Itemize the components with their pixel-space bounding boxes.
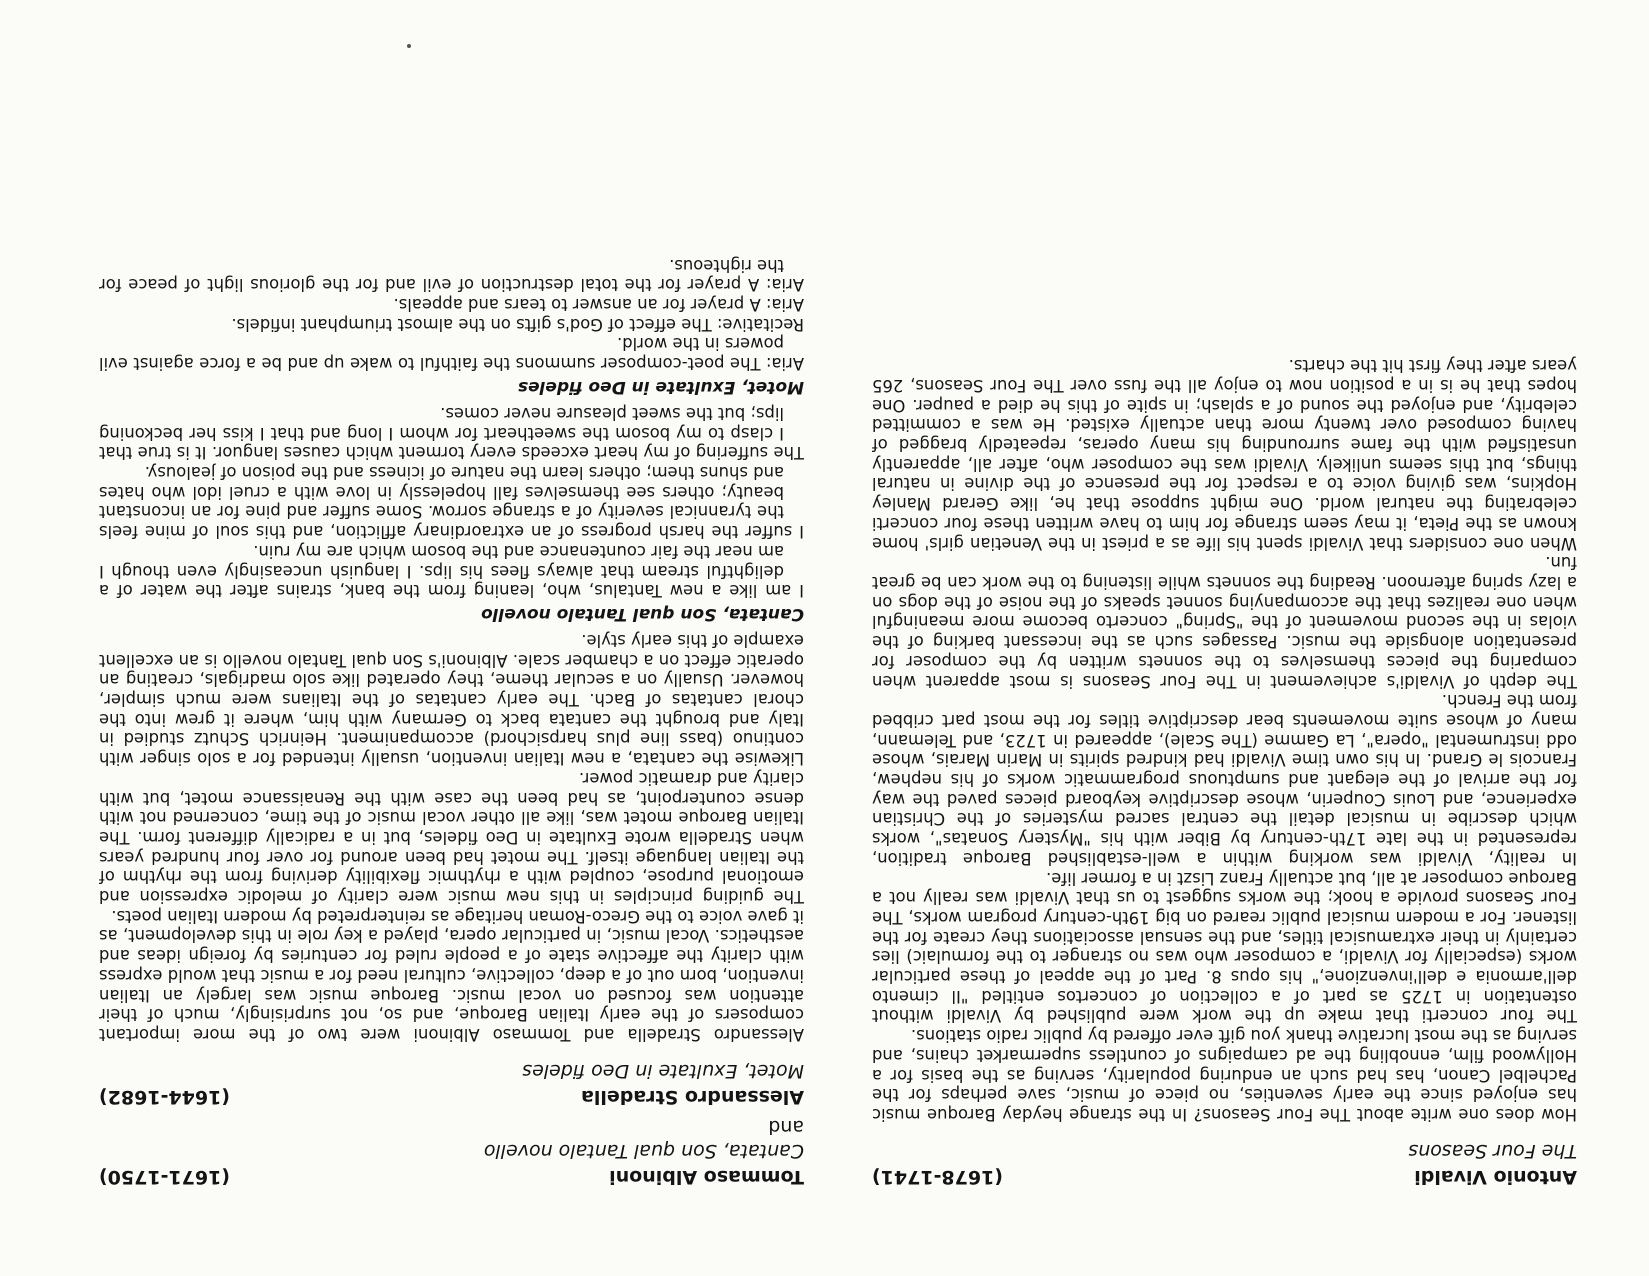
conjunction: and [768, 1116, 804, 1138]
work-title: Cantata, Son qual Tantalo novello [483, 1140, 804, 1162]
body-paragraph: The depth of Vivaldi's achievement in The Four Seasons is most apparent when comparing the pieces themselves to the sonnets written by the composer for presentation alongside the music. Passages such as the incessant barking of the violas in the second movement of the "Spring" concerto become more meaningful when one realizes that the accompanying sonnet speaks of the noise of the dogs on a lazy spring afternoon. Reading the sonnets while listening to the work can be great fun. [872, 553, 1577, 691]
section-heading-cantata: Cantata, Son qual Tantalo novello [481, 604, 804, 625]
body-paragraph: The four concerti that make up the work were published by Vivaldi without ostentation in 1725 as part of a collection of concertos entitled "Il cimento dell'armonia e dell'invenzione," his opus 8. Part of the appeal of these particular works (especially for Vivaldi, a composer who was no stranger to the formulaic) lies certainly in their extramusical titles, and the sensual associations they create for the listener. For a modern musical public reared on big 19th-century program works, The Four Seasons provide a hook; the works suggest to us that Vivaldi was really not a Baroque composer at all, but actually Franz Liszt in a former life. [872, 868, 1577, 1026]
composer-heading-albinoni [99, 1166, 804, 1188]
composer-name: Tommaso Albinoni [609, 1166, 804, 1188]
composer-name: Alessandro Stradella [581, 1086, 804, 1108]
body-paragraph: How does one write about The Four Seasons? In the strange heyday Baroque music has enjoyed since the early seventies, no piece of music, save perhaps for the Pachelbel Canon, has had such an enduring popularity, serving as the basis for a Hollywood film, ennobling the ad campaigns of countless supermarket chains, and serving as the most lucrative thank you gift ever offered by public radio stations. [872, 1026, 1577, 1124]
vivaldi-column [872, 78, 1577, 1188]
section-heading-motet: Motet, Exultate in Deo fideles [517, 377, 804, 398]
motet-movement-line: Aria: The poet-composer summons the faithful to wake up and be a force against evil powers in the world. [99, 334, 804, 374]
motet-movement-line: Aria: A prayer for an answer to tears and appeals. [393, 295, 804, 315]
text-translation-paragraph: I suffer the harsh progress of an extraordinary affliction, and this soul of mine feels the tyrannical severity of a strange sorrow. Some suffer and pine for an inconstant beauty; others see themselves fall hopelessly in love with a cruel idol who hates and shuns them; others learn the nature of iciness and the poison of jealousy. [99, 463, 804, 542]
body-paragraph: In reality, Vivaldi was working within a well-established Baroque tradition, represented in the late 17th-century by Biber with his "Mystery Sonatas", works which describe in musical detail the central sacred mysteries of the Christian experience, and Louis Couperin, whose descriptive keyboard pieces paved the way for the arrival of the elegant and sumptuous programmatic works of his nephew, Francois le Grand. In his own time Vivaldi had kindred spirits in Marin Marais, whose odd instrumental "opera", La Gamme (The Scale), appeared in 1723, and Telemann, many of whose suite movements bear descriptive titles for the most part cribbed from the French. [872, 691, 1577, 868]
composer-heading-vivaldi [872, 1166, 1577, 1188]
motet-movement-line: Recitative: The effect of God's gifts on the almost triumphant infidels. [231, 314, 804, 334]
body-paragraph: Alessandro Stradella and Tommaso Albinoni were two of the more important composers of the early Italian Baroque, and so, not surprisingly, much of their attention was focused on vocal music. Baroque music was largely an Italian invention, born out of a deep, collective, cultural need for a music that would express with clarity the affective state of a people ruled for centuries by foreign ideas and aesthetics. Vocal music, in particular opera, played a key role in this development, as it gave voice to the Greco-Roman heritage as reinterpreted by modern Italian poets. [99, 906, 804, 1044]
work-title: Motet, Exultate in Deo fideles [522, 1060, 804, 1082]
albinoni-stradella-column [99, 78, 804, 1188]
stray-mark [407, 44, 411, 48]
composer-dates: (1644-1682) [99, 1086, 231, 1108]
body-paragraph: When one considers that Vivaldi spent his life as a priest in the Venetian girls' home known as the Pieta, it may seem strange for him to have written these four concerti celebrating the natural world. One might suppose that he, like Gerard Manley Hopkins, was giving voice to a respect for the presence of the divine in natural things, but this seems unlikely. Vivaldi was the composer who, after all, apparently unsatisfied with the fame surrounding his many operas, repeatedly bragged of having composed over twenty more than actually existed. He was a committed celebrity, and enjoyed the sound of a splash; in spite of this he died a pauper. One hopes that he is in a position now to enjoy all the fuss over The Four Seasons, 265 years after they first hit the charts. [872, 356, 1577, 553]
composer-dates: (1678-1741) [872, 1166, 1004, 1188]
work-title: The Four Seasons [1408, 1140, 1577, 1162]
body-paragraph: The guiding principles in this new music were clarity of melodic expression and emotional purpose, coupled with a rhythmic flexibility deriving from the rhythm of the Italian language itself. The motet had been around for over four hundred years when Stradella wrote Exultate in Deo fideles, but in a radically different form. The Italian Baroque motet was, like all other vocal music of the time, concerned not with dense counterpoint, as had been the case with the Renaissance motet, but with clarity and dramatic power. [99, 768, 804, 907]
body-paragraph: Likewise the cantata, a new Italian invention, usually intended for a solo singer with continuo (bass line plus harpsichord) accompaniment. Heinrich Schutz studied in Italy and brought the cantata back to Germany with him, where it grew into the choral cantatas of Bach. The early cantatas of the Italians were much simpler, however. Usually on a secular theme, they operated like solo madrigals, creating an operatic effect on a chamber scale. Albinoni's Son qual Tantalo novello is an excellent example of this early style. [99, 630, 804, 769]
composer-dates: (1671-1750) [99, 1166, 231, 1188]
text-translation-paragraph: The suffering of my heart exceeds every torment which causes languor. It is true that I clasp to my bosom the sweetheart for whom I long and that I kiss her beckoning lips; but the sweet pleasure never comes. [99, 403, 804, 463]
text-translation-paragraph: I am like a new Tantalus, who, leaning from the bank, strains after the water of a delightful stream that always flees his lips. I languish unceasingly even though I am near the fair countenance and the bosom which are my ruin. [99, 541, 804, 601]
composer-name: Antonio Vivaldi [1414, 1166, 1577, 1188]
motet-movement-line: Aria: A prayer for the total destruction of evil and for the glorious light of peace for the righteous. [99, 255, 804, 295]
composer-heading-stradella [99, 1086, 804, 1108]
